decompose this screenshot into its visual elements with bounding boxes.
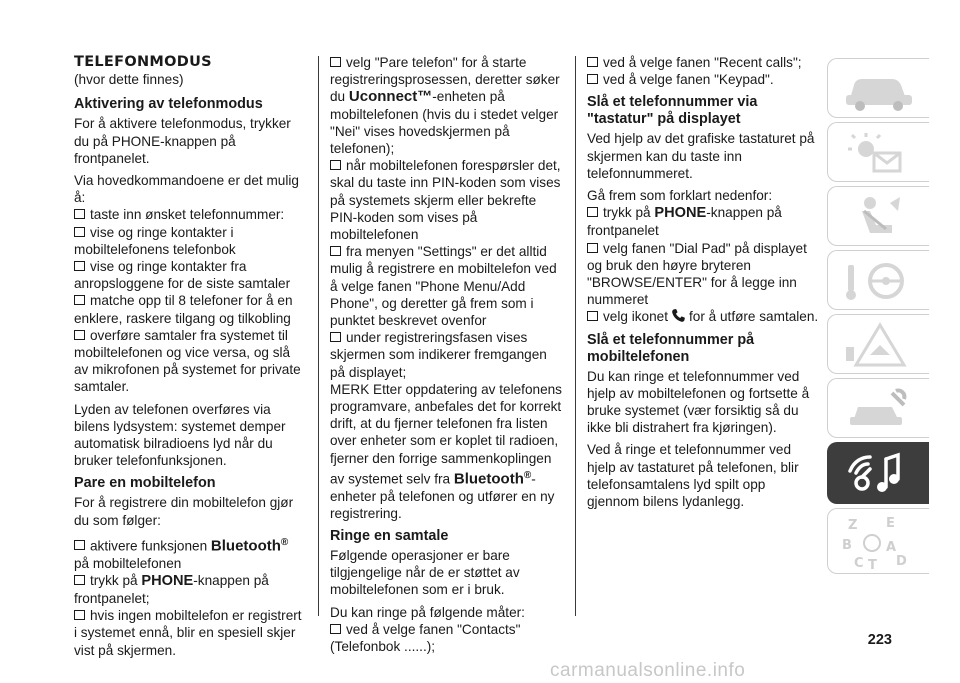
index-letter: C [854, 556, 864, 571]
column-divider [318, 56, 319, 616]
checkbox-icon [587, 311, 598, 321]
road-warning-icon[interactable] [827, 314, 929, 374]
page-number: 223 [867, 632, 892, 648]
warning-lights-icon[interactable] [827, 122, 929, 182]
checkbox-icon [74, 330, 85, 340]
bullet-item: velg ikonet for å utføre samtalen. [587, 308, 819, 325]
paragraph-proceed: Gå frem som forklart nedenfor: [587, 188, 773, 204]
bullet-item: taste inn ønsket telefonnummer: [74, 206, 306, 223]
paragraph-audio: Lyden av telefonen overføres via bilens lydsystem: systemet demper automatisk bilradioens lyd når du bruker telefonfunksjonen. [74, 401, 286, 469]
steering-key-icon[interactable] [827, 250, 929, 310]
index-letter: A [886, 540, 897, 555]
paragraph-mobile-2: Ved å ringe et telefonnummer ved hjelp av tastaturet på telefonen, blir telefonsamtalens lyd spilt opp gjennom bilens lydanlegg. [587, 442, 799, 510]
bullet-item: overføre samtaler fra systemet til mobiltelefonen og vice versa, og slå av mikrofonen på systemet for private samtaler. [74, 327, 301, 395]
paragraph-note: MERK Etter oppdatering av telefonens programvare, anbefales det for korrekt drift, at du fjerner telefonen fra listen over enheter som er koplet til radioen, fjerner den forrige sammenkoplingen av systemet selv fra Bluetooth®-enheter på telefonen og utfører en ny registrering. [330, 381, 562, 521]
multimedia-active-icon[interactable] [827, 442, 929, 504]
column-3 [587, 54, 819, 515]
wrench-car-icon[interactable] [827, 378, 929, 438]
paragraph-activation: For å aktivere telefonmodus, trykker du på PHONE-knappen på frontpanelet. [74, 116, 291, 166]
bullet-item: trykk på PHONE-knappen på frontpanelet; [74, 572, 269, 607]
checkbox-icon [74, 295, 85, 305]
bullet-item: ved å velge fanen "Keypad". [587, 71, 819, 88]
bullet-item: når mobiltelefonen forespørsler det, skal du taste inn PIN-koden som vises på systemets skjerm eller bekrefte PIN-koden som vises på mobiltelefonen [330, 158, 561, 243]
checkbox-icon [74, 261, 85, 271]
index-letter: Z [848, 518, 858, 533]
bullet-item: under registreringsfasen vises skjermen som indikerer fremgangen på displayet; [330, 330, 547, 380]
watermark: carmanualsonline.info [550, 660, 746, 681]
index-letter: E [886, 516, 895, 531]
bullet-item: aktivere funksjonen Bluetooth® på mobiltelefonen [74, 536, 289, 571]
paragraph-ways: Du kan ringe på følgende måter: [330, 604, 525, 620]
checkbox-icon [330, 57, 341, 67]
checkbox-icon [330, 332, 341, 342]
bullet-item: ved å velge fanen "Contacts" (Telefonbok ......); [330, 621, 521, 655]
heading-pair: Pare en mobiltelefon [74, 475, 216, 492]
car-icon[interactable] [827, 58, 929, 118]
bullet-item: fra menyen "Settings" er det alltid mulig å registrere en mobiltelefon ved å velge fanen "Phone Menu/Add Phone", og deretter gå frem som i punktet beskrevet ovenfor [330, 244, 557, 329]
bullet-item: velg "Pare telefon" for å starte registreringsprosessen, deretter søker du Uconnect™-enheten på mobiltelefonen (hvis du i stedet velger "Nei" vises hovedskjermen på telefonen); [330, 55, 560, 157]
checkbox-icon [330, 160, 341, 170]
bullet-item: matche opp til 8 telefoner for å en enklere, raskere tilgang og tilkobling [74, 293, 293, 326]
column-1 [74, 54, 306, 659]
bullet-item: velg fanen "Dial Pad" på displayet og bruk den høyre bryteren "BROWSE/ENTER" for å legge inn nummeret [587, 240, 807, 308]
checkbox-icon [74, 610, 85, 620]
paragraph-call: Følgende operasjoner er bare tilgjengelige når de er støttet av mobiltelefonen som er i bruk. [330, 548, 520, 598]
heading-activation: Aktivering av telefonmodus [74, 96, 263, 113]
checkbox-icon [74, 209, 85, 219]
checkbox-icon [587, 57, 598, 67]
column-divider [575, 56, 576, 616]
bullet-item: hvis ingen mobiltelefon er registrert i systemet ennå, blir en spesiell skjer vist på skjermen. [74, 608, 302, 658]
checkbox-icon [74, 575, 85, 585]
column-2 [330, 54, 562, 655]
seat-airbag-icon[interactable] [827, 186, 929, 246]
heading-dial-display: Slå et telefonnummer via "tastatur" på displayet [587, 94, 758, 128]
checkbox-icon [74, 540, 85, 550]
heading-dial-mobile: Slå et telefonnummer på mobiltelefonen [587, 331, 755, 365]
bullet-item: trykk på PHONE-knappen på frontpanelet [587, 205, 782, 239]
section-title: TELEFONMODUS [74, 54, 212, 70]
chapter-sidebar [827, 58, 929, 618]
checkbox-icon [330, 624, 341, 634]
checkbox-icon [587, 243, 598, 253]
heading-call: Ringe en samtale [330, 528, 449, 545]
phone-call-icon [671, 308, 686, 323]
checkbox-icon [330, 246, 341, 256]
index-letters-icon[interactable] [827, 508, 929, 574]
bullet-item: vise og ringe kontakter i mobiltelefonens telefonbok [74, 224, 236, 257]
paragraph-mobile-1: Du kan ringe et telefonnummer ved hjelp av mobiltelefonen og fortsette å bruke systemet (vær forsiktig så du ikke bli distrahert fra kjøringen). [587, 368, 810, 436]
checkbox-icon [587, 207, 598, 217]
paragraph-main-commands: Via hovedkommandoene er det mulig å: [74, 173, 299, 206]
index-letter: B [842, 538, 852, 553]
bullet-item: ved å velge fanen "Recent calls"; [587, 54, 819, 71]
paragraph-pair: For å registrere din mobiltelefon gjør du som følger: [74, 495, 294, 528]
paragraph-dial: Ved hjelp av det grafiske tastaturet på skjermen kan du taste inn telefonnummeret. [587, 131, 815, 181]
index-letter: D [896, 554, 907, 569]
section-subtitle: (hvor dette finnes) [74, 72, 184, 88]
checkbox-icon [74, 227, 85, 237]
checkbox-icon [587, 74, 598, 84]
bullet-item: vise og ringe kontakter fra anropsloggene for de siste samtaler [74, 259, 291, 292]
index-letter: T [868, 558, 877, 573]
